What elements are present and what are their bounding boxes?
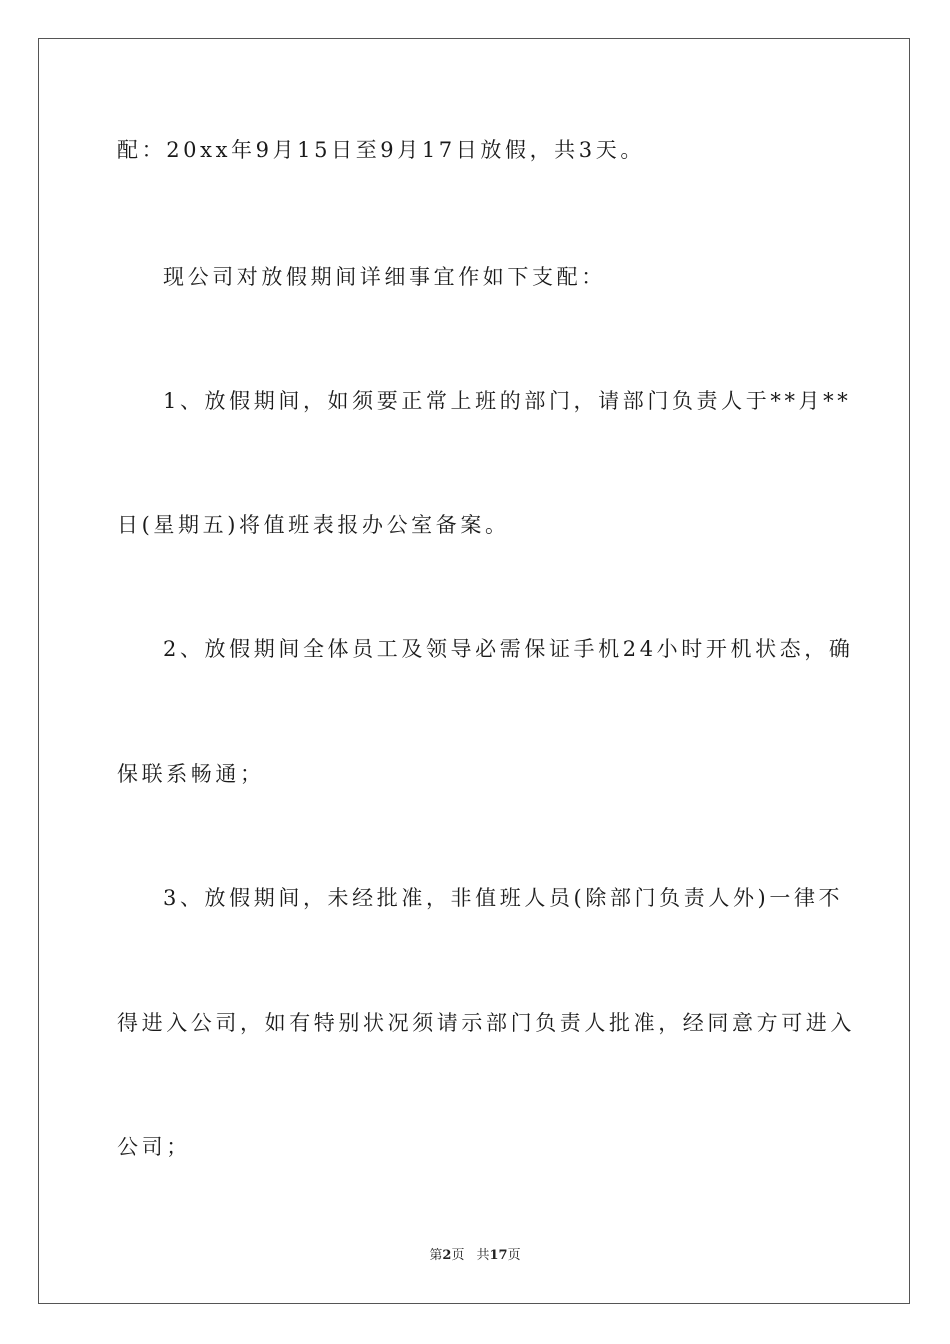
footer-page-suffix: 页: [451, 1248, 465, 1263]
item-1-line-2: 日(星期五)将值班表报办公室备案。: [117, 513, 510, 537]
item-3-line-2: 得进入公司，如有特别状况须请示部门负责人批准，经同意方可进入: [117, 1011, 855, 1035]
item-3-line-3: 公司；: [117, 1135, 191, 1159]
footer-total-suffix: 页: [507, 1248, 521, 1263]
footer-page-prefix: 第: [429, 1248, 443, 1263]
item-2-line-2: 保联系畅通；: [117, 762, 265, 786]
footer-total-pages: 17: [489, 1248, 508, 1263]
page-footer: [0, 1247, 950, 1265]
page-frame: [38, 38, 910, 1304]
footer-page-number: 2: [442, 1248, 452, 1263]
item-3-line-1: 3、放假期间，未经批准，非值班人员(除部门负责人外)一律不: [163, 886, 844, 910]
paragraph-1-line-1: 配：20xx年9月15日至9月17日放假，共3天。: [117, 138, 645, 162]
item-2-line-1: 2、放假期间全体员工及领导必需保证手机24小时开机状态，确: [163, 637, 854, 661]
paragraph-2-line-1: 现公司对放假期间详细事宜作如下支配：: [163, 265, 606, 289]
item-1-line-1: 1、放假期间，如须要正常上班的部门，请部门负责人于**月**: [163, 389, 852, 413]
footer-total-prefix: 共: [476, 1248, 490, 1263]
